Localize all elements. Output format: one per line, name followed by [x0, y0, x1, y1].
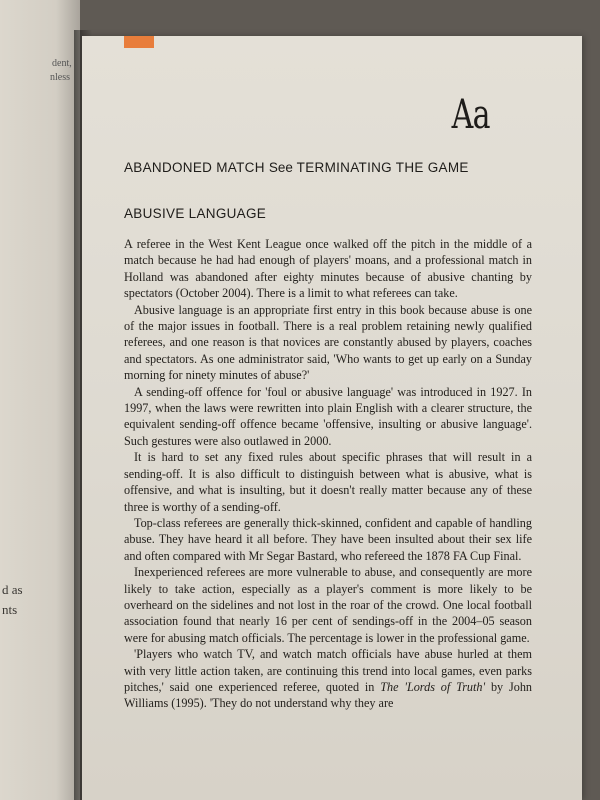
- heading-cross-reference: TERMINATING THE GAME: [296, 160, 469, 175]
- heading-main: ABANDONED MATCH: [124, 160, 265, 175]
- prev-page-fragment: nts: [2, 602, 18, 617]
- heading-abandoned-match: [124, 160, 469, 175]
- previous-page: [0, 0, 80, 800]
- quote-text: 'Players who watch TV, and watch match officials have abuse hurled at them with very little action taken, are continuing this trend into local games, even parks pitches,' said one experienced referee, quoted in: [124, 647, 532, 694]
- paragraph: Top-class referees are generally thick-skinned, confident and capable of handling abuse. They have heard it all before. They have been insulted about their sex life and often compared with Mr Segar Bastard, who refereed the 1878 FA Cup Final.: [124, 515, 532, 563]
- paragraph: Abusive language is an appropriate first entry in this book because abuse is one of the major issues in football. There is a real problem retaining newly qualified referees, and one reason is that novices are constantly abused by players, coaches and spectators. As one administrator said, 'Who wants to get up early on a Sunday morning for ninety minutes of abuse?': [124, 302, 532, 383]
- paragraph: It is hard to set any fixed rules about specific phrases that will result in a sending-off. It is also difficult to distinguish between what is abusive, what is offensive, and what is insulting, but it doesn't really matter because any of these three is worthy of a sending-off.: [124, 450, 532, 514]
- paragraph: A referee in the West Kent League once walked off the pitch in the middle of a match because he had had enough of players' moans, and a professional match in Holland was abandoned after eighty minutes because of abusive chanting by spectators (October 2004). There is a limit to what referees can take.: [124, 237, 532, 301]
- prev-page-fragment: d as: [2, 582, 23, 597]
- book-title: The 'Lords of Truth': [380, 679, 486, 694]
- heading-see: See: [268, 160, 293, 175]
- paragraph: [124, 646, 532, 712]
- prev-page-fragment: dent,: [52, 58, 72, 69]
- paragraph: A sending-off offence for 'foul or abusive language' was introduced in 1927. In 1997, when the laws were rewritten into plain English with a clearer structure, the equivalent sending-off offence became 'offensive, insulting or abusive language'. Such gestures were also outlawed in 2000.: [124, 384, 532, 448]
- prev-page-fragment: nless: [50, 72, 70, 83]
- book-page: [82, 36, 582, 800]
- section-letter-mark: Aa: [451, 92, 490, 138]
- heading-abusive-language: ABUSIVE LANGUAGE: [124, 206, 267, 221]
- quote-text: by John Williams (1995). 'They do not understand why they are: [124, 679, 533, 711]
- orange-tab: [124, 36, 154, 48]
- entry-body: [124, 236, 532, 712]
- paragraph: Inexperienced referees are more vulnerable to abuse, and consequently are more likely to take action, especially as a player's comment is more likely to be overheard on the sidelines and not lost in the roar of the crowd. One local football association found that nearly 16 per cent of sendings-off in the 2004–05 season were for abusing match officials. The percentage is lower in the professional game.: [124, 565, 532, 645]
